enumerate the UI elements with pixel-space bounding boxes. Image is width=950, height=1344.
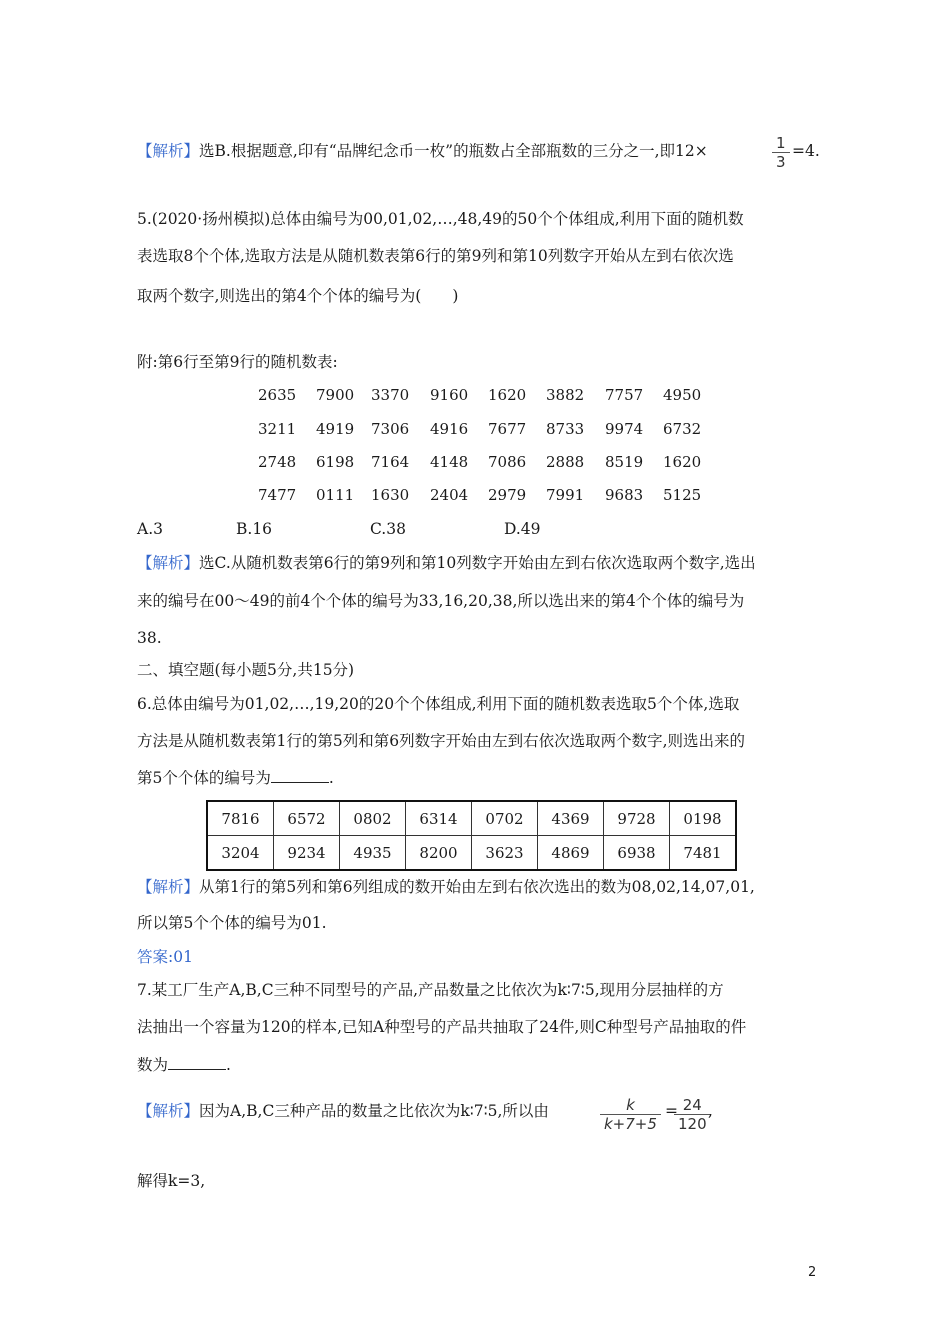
section-heading: 二、填空题(每小题5分,共15分) — [137, 661, 355, 679]
q7-answer-line: 【解析】因为A,B,C三种产品的数量之比依次为k∶7∶5,所以由 — [137, 1102, 549, 1120]
q5-answer-line3: 38. — [137, 629, 162, 647]
analysis-tag: 【解析】 — [137, 554, 200, 572]
q4-answer-line — [137, 141, 708, 161]
page-number: 2 — [808, 1265, 817, 1280]
table-row: 7816 6572 0802 6314 0702 4369 9728 0198 — [207, 801, 736, 836]
answer-blank — [271, 768, 329, 783]
q5-line3: 取两个数字,则选出的第4个个体的编号为( ) — [137, 287, 459, 305]
q7-line1: 7.某工厂生产A,B,C三种不同型号的产品,产品数量之比依次为k∶7∶5,现用分层抽样的方 — [137, 981, 724, 999]
q6-line3: 第5个个体的编号为 . — [137, 769, 334, 787]
q6-line2: 方法是从随机数表第1行的第5列和第6列数字开始由左到右依次选取两个数字,则选出来的 — [137, 732, 746, 750]
q5-line2: 表选取8个个体,选取方法是从随机数表第6行的第9列和第10列数字开始从左到右依次选 — [137, 247, 734, 265]
q5-line1: 5.(2020·扬州模拟)总体由编号为00,01,02,…,48,49的50个个体组成,利用下面的随机数 — [137, 210, 744, 228]
q4-answer-tail: =4. — [792, 142, 820, 160]
analysis-tag: 【解析】 — [137, 878, 200, 896]
q7-line3: 数为 . — [137, 1056, 231, 1074]
q7-answer-tail: , — [708, 1102, 713, 1120]
equals-sign: = — [665, 1102, 678, 1120]
q5-appendix: 附:第6行至第9行的随机数表: — [137, 353, 338, 371]
q5-option-a: A.3 — [137, 520, 163, 538]
fraction-k-over-sum: $\frac{k}{k+7+5}$ — [600, 1096, 661, 1133]
answer-blank — [168, 1055, 226, 1070]
q6-final-answer: 答案:01 — [137, 948, 193, 966]
table-row: 3204 9234 4935 8200 3623 4869 6938 7481 — [207, 836, 736, 871]
analysis-tag: 【解析】 — [137, 142, 200, 160]
analysis-tag: 【解析】 — [137, 1102, 200, 1120]
q7-line2: 法抽出一个容量为120的样本,已知A种型号的产品共抽取了24件,则C种型号产品抽取的件 — [137, 1018, 747, 1036]
fraction-one-third: $\frac{1}{3}$ — [772, 134, 790, 171]
q5-answer-line1: 【解析】选C.从随机数表第6行的第9列和第10列数字开始由左到右依次选取两个数字,选出 — [137, 554, 756, 572]
q6-random-table — [206, 800, 737, 871]
q6-line1: 6.总体由编号为01,02,…,19,20的20个个体组成,利用下面的随机数表选取5个个体,选取 — [137, 695, 740, 713]
fraction-24-over-120: $\frac{24}{120}$ — [674, 1096, 711, 1133]
q5-answer-line2: 来的编号在00～49的前4个个体的编号为33,16,20,38,所以选出来的第4个个体的编号为 — [137, 592, 745, 610]
q6-answer-line1: 【解析】从第1行的第5列和第6列组成的数开始由左到右依次选出的数为08,02,14,07,01, — [137, 878, 755, 896]
q5-option-b: B.16 — [236, 520, 273, 538]
q5-option-d: D.49 — [504, 520, 541, 538]
q7-solve-line: 解得k=3, — [137, 1172, 206, 1190]
q6-answer-line2: 所以第5个个体的编号为01. — [137, 914, 327, 932]
q4-answer-text: 选B.根据题意,印有“品牌纪念币一枚”的瓶数占全部瓶数的三分之一,即12× — [199, 142, 708, 160]
q5-option-c: C.38 — [370, 520, 406, 538]
